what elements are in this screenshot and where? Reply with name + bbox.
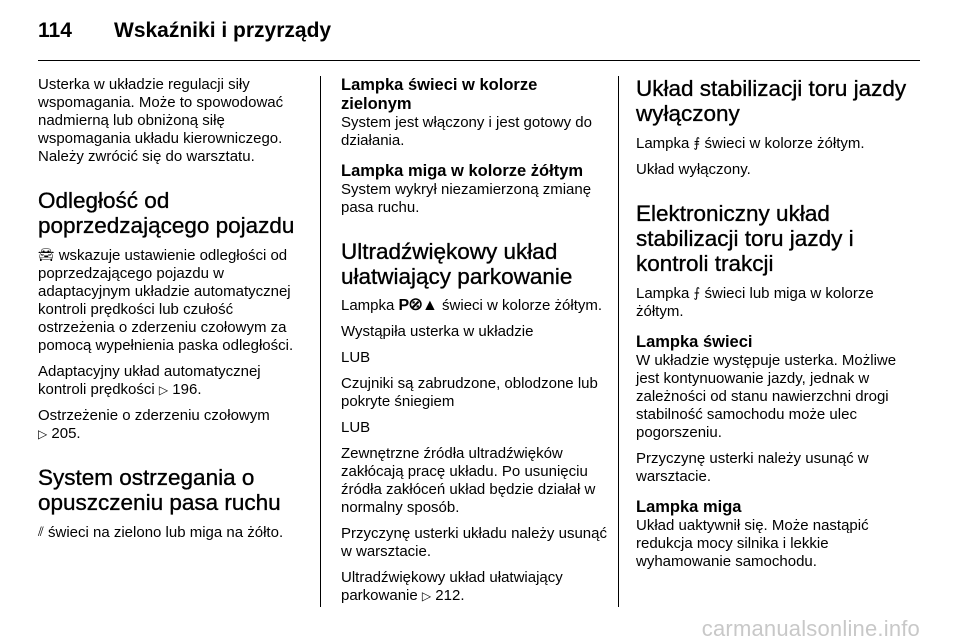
acc-reference: Adaptacyjny układ automatycznej kontroli prędkości ▷ 196. xyxy=(38,363,261,398)
page-ref-arrow-icon: ▷ xyxy=(421,589,432,603)
lane-departure-icon: ⫽ xyxy=(38,524,44,539)
heading-yellow: Lampka miga w kolorze żółtym xyxy=(341,162,584,180)
esc-off-icon: ⨎ xyxy=(693,135,701,150)
esc-icon: ⨍ xyxy=(693,285,701,300)
fcw-reference: Ostrzeżenie o zderzeniu czołowym ▷ 205. xyxy=(38,407,270,442)
heading-lamp-blink: Lampka miga xyxy=(636,498,742,516)
lit-paragraph: W układzie występuje usterka. Możliwe jest kontynuowanie jazdy, jednak w zależności od stanu nawierzchni drogi stabilność samochodu może ulec pogorszeniu. xyxy=(636,352,897,441)
watermark: carmanualsonline.info xyxy=(701,616,920,641)
page-number: 114 xyxy=(38,19,72,42)
page-title: Wskaźniki i przyrządy xyxy=(114,19,332,42)
green-paragraph: System jest włączony i jest gotowy do działania. xyxy=(341,114,592,149)
page-ref-arrow-icon: ▷ xyxy=(38,427,48,441)
off-paragraph: Układ wyłączony. xyxy=(636,161,751,178)
heading-distance: Odległość od poprzedzającego pojazdu xyxy=(38,188,295,238)
blink-paragraph: Układ uaktywnił się. Może nastąpić redukcja mocy silnika i lekkie wyhamowanie samochodu. xyxy=(636,517,869,570)
lane-paragraph: ⫽ świeci na zielono lub miga na żółto. xyxy=(38,524,284,541)
fault-paragraph: Wystąpiła usterka w układzie xyxy=(341,323,534,340)
parking-page-link[interactable]: 212. xyxy=(435,587,465,604)
column-1 xyxy=(38,76,308,550)
heading-lane-departure: System ostrzegania o opuszczeniu pasa ruchu xyxy=(38,465,281,515)
column-divider-2 xyxy=(618,76,619,607)
cause-paragraph: Przyczynę usterki układu należy usunąć w warsztacie. xyxy=(341,525,607,560)
distance-paragraph: 🚘︎ wskazuje ustawienie odległości od poprzedzającego pojazdu w adaptacyjnym układzie automatycznej kontroli prędkości lub czułość ostrzeżenia o zderzeniu czołowym za pomocą wypełnienia paska odległości. xyxy=(38,247,294,354)
external-paragraph: Zewnętrzne źródła ultradźwięków zakłócają pracę układu. Po usunięciu źródła zakłóceń układ będzie działał w normalny sposób. xyxy=(341,445,596,516)
acc-page-link[interactable]: 196. xyxy=(172,381,202,398)
intro-paragraph: Usterka w układzie regulacji siły wspomagania. Może to spowodować nadmierną lub obniżoną siłę wspomagania układu kierowniczego. Należy zwrócić się do warsztatu. xyxy=(38,76,284,165)
heading-green: Lampka świeci w kolorze zielonym xyxy=(341,76,538,113)
page-ref-arrow-icon: ▷ xyxy=(158,383,169,397)
page-header xyxy=(38,14,331,48)
esc-off-lamp-paragraph: Lampka ⨎ świeci w kolorze żółtym. xyxy=(636,135,865,152)
column-2 xyxy=(341,76,611,613)
heading-ultrasonic: Ultradźwiękowy układ ułatwiający parkowanie xyxy=(341,239,573,289)
heading-lamp-lit: Lampka świeci xyxy=(636,333,753,351)
car-distance-icon: 🚘︎ xyxy=(38,247,55,262)
column-3 xyxy=(636,76,916,579)
parking-assist-icon: P⦼▲ xyxy=(398,297,438,314)
column-divider-1 xyxy=(320,76,321,607)
ultra-lamp-paragraph: Lampka P⦼▲ świeci w kolorze żółtym. xyxy=(341,297,603,314)
heading-esc: Elektroniczny układ stabilizacji toru jazdy i kontroli trakcji xyxy=(636,201,854,276)
yellow-paragraph: System wykrył niezamierzoną zmianę pasa ruchu. xyxy=(341,181,592,216)
parking-reference: Ultradźwiękowy układ ułatwiający parkowanie ▷ 212. xyxy=(341,569,563,604)
fcw-page-link[interactable]: 205. xyxy=(51,425,81,442)
dirty-paragraph: Czujniki są zabrudzone, oblodzone lub pokryte śniegiem xyxy=(341,375,598,410)
or-2: LUB xyxy=(341,419,371,436)
header-divider xyxy=(38,60,920,61)
cause-paragraph: Przyczynę usterki należy usunąć w warsztacie. xyxy=(636,450,869,485)
esc-lamp-paragraph: Lampka ⨍ świeci lub miga w kolorze żółtym. xyxy=(636,285,874,320)
heading-esc-off: Układ stabilizacji toru jazdy wyłączony xyxy=(636,76,907,126)
or-1: LUB xyxy=(341,349,371,366)
